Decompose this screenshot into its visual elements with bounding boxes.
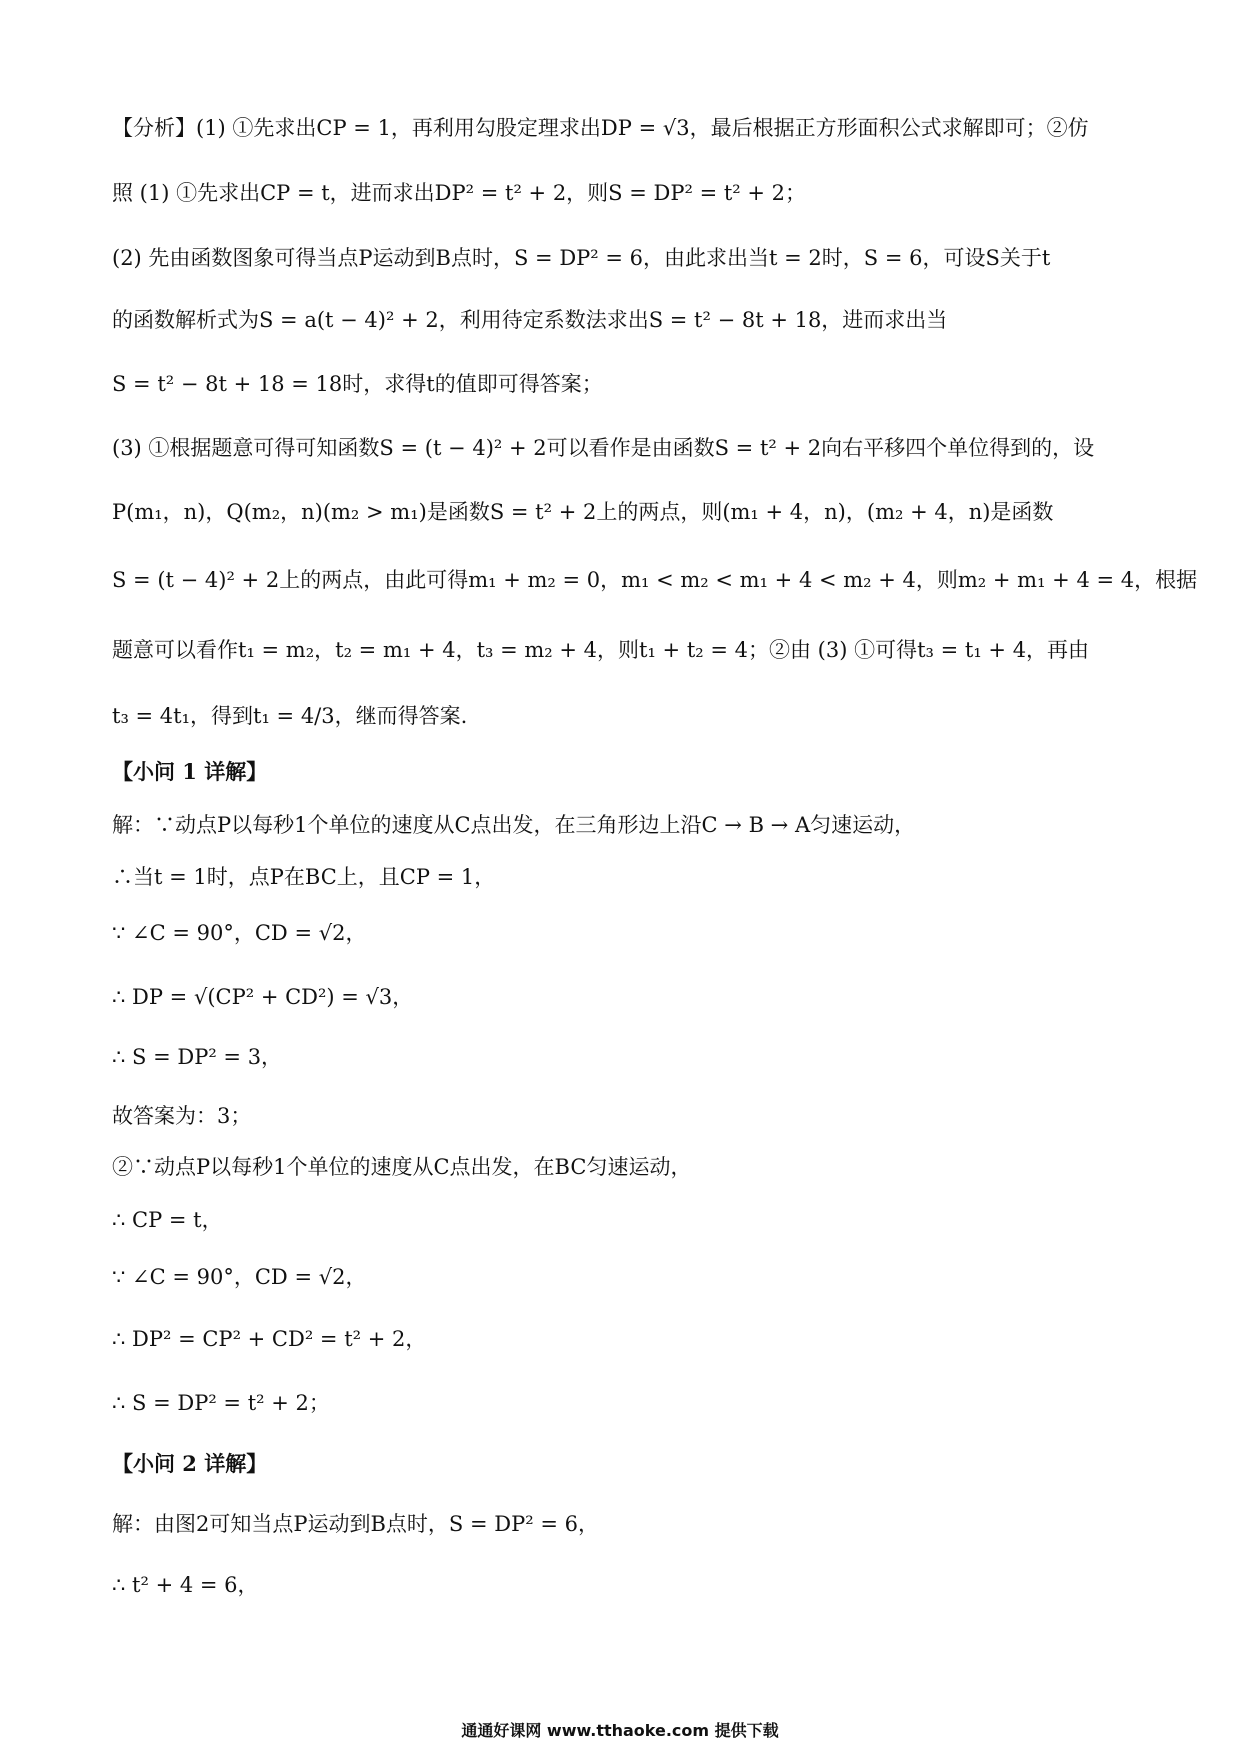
analysis-line-4: 的函数解析式为S = a(t − 4)² + 2，利用待定系数法求出S = t² − 8t + 18，进而求出当 <box>112 308 948 332</box>
analysis-line-8: S = (t − 4)² + 2上的两点，由此可得m₁ + m₂ = 0，m₁ < m₂ < m₁ + 4 < m₂ + 4，则m₂ + m₁ + 4 = 4，根据 <box>112 568 1198 592</box>
q2-step-1: 解：由图2可知当点P运动到B点时，S = DP² = 6， <box>112 1512 599 1536</box>
analysis-line-2: 照 (1) ①先求出CP = t，进而求出DP² = t² + 2，则S = DP² = t² + 2； <box>112 181 807 205</box>
q1-step-10: ∴ DP² = CP² + CD² = t² + 2， <box>112 1327 427 1351</box>
question-1-heading: 【小问 1 详解】 <box>112 759 268 784</box>
q1-step-4: ∴ DP = √(CP² + CD²) = √3， <box>112 985 414 1009</box>
q1-step-6: 故答案为：3； <box>112 1104 252 1128</box>
q2-step-2: ∴ t² + 4 = 6， <box>112 1573 259 1597</box>
footer-source-note: 通通好课网 www.tthaoke.com 提供下载 <box>461 1721 779 1740</box>
analysis-line-9: 题意可以看作t₁ = m₂，t₂ = m₁ + 4，t₃ = m₂ + 4，则t₁ + t₂ = 4；②由 (3) ①可得t₃ = t₁ + 4，再由 <box>112 638 1090 662</box>
analysis-line-10: t₃ = 4t₁，得到t₁ = 4/3，继而得答案. <box>112 704 468 728</box>
analysis-line-3: (2) 先由函数图象可得当点P运动到B点时，S = DP² = 6，由此求出当t = 2时，S = 6，可设S关于t <box>112 246 1051 270</box>
q1-step-11: ∴ S = DP² = t² + 2； <box>112 1391 330 1415</box>
analysis-line-7: P(m₁，n)，Q(m₂，n)(m₂ > m₁)是函数S = t² + 2上的两点，则(m₁ + 4，n)，(m₂ + 4，n)是函数 <box>112 500 1054 524</box>
analysis-line-6: (3) ①根据题意可得可知函数S = (t − 4)² + 2可以看作是由函数S = t² + 2向右平移四个单位得到的，设 <box>112 436 1095 460</box>
q1-step-1: 解：∵动点P以每秒1个单位的速度从C点出发，在三角形边上沿C → B → A匀速运动， <box>112 813 916 837</box>
q1-step-8: ∴ CP = t， <box>112 1208 223 1232</box>
q1-step-7: ②∵动点P以每秒1个单位的速度从C点出发，在BC匀速运动， <box>112 1155 692 1179</box>
analysis-line-5: S = t² − 8t + 18 = 18时，求得t的值即可得答案； <box>112 372 603 396</box>
question-2-heading: 【小问 2 详解】 <box>112 1451 268 1476</box>
q1-step-5: ∴ S = DP² = 3， <box>112 1045 283 1069</box>
analysis-line-1: 【分析】(1) ①先求出CP = 1，再利用勾股定理求出DP = √3，最后根据正方形面积公式求解即可；②仿 <box>112 116 1089 140</box>
q1-step-3: ∵ ∠C = 90°，CD = √2， <box>112 921 367 945</box>
q1-step-2: ∴当t = 1时，点P在BC上，且CP = 1， <box>112 865 496 889</box>
q1-step-9: ∵ ∠C = 90°，CD = √2， <box>112 1265 367 1289</box>
